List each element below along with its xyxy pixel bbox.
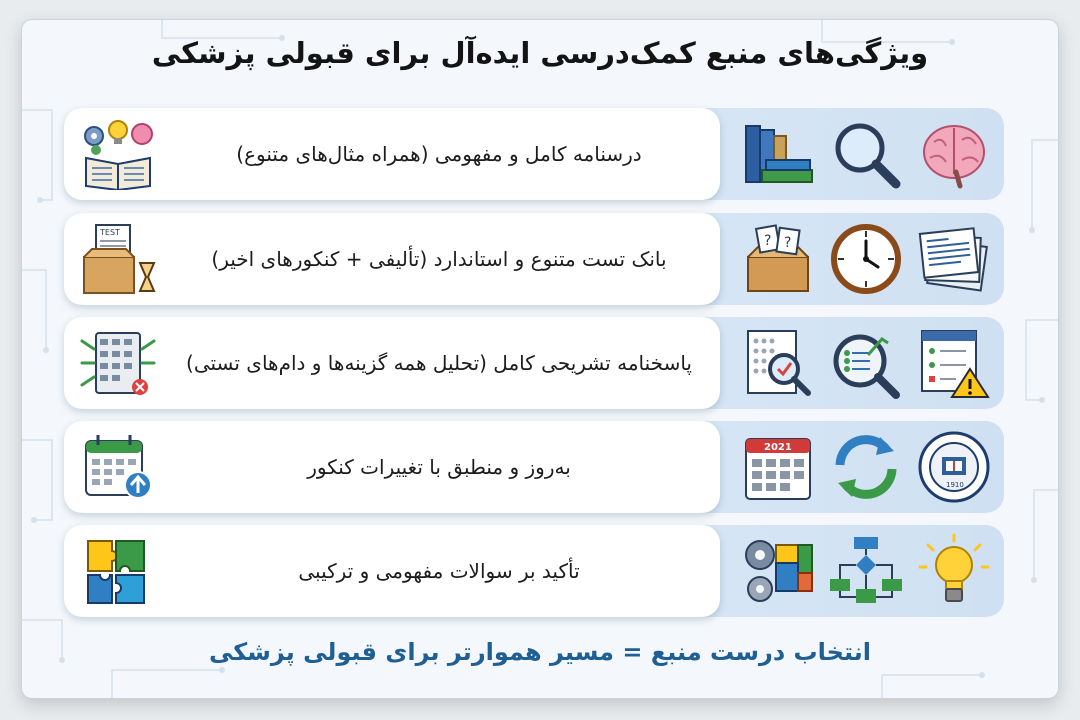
papers-stack-icon [916, 221, 992, 297]
flowchart-icon [828, 533, 904, 609]
page-title: ویژگی‌های منبع کمک‌درسی ایده‌آل برای قبولی پزشکی [151, 36, 929, 70]
svg-text:?: ? [784, 235, 792, 251]
svg-text:?: ? [764, 233, 772, 249]
calendar-2021-icon [740, 429, 816, 505]
warning-checklist-icon [916, 325, 992, 401]
calendar-upload-icon [78, 431, 158, 503]
feature-row-3 [64, 317, 1004, 409]
answer-grid-icon [78, 327, 158, 399]
feature-row-1 [64, 108, 1004, 200]
books-icon [740, 116, 816, 192]
feature-row-5 [64, 525, 1004, 617]
university-seal-icon [916, 429, 992, 505]
feature-text: بانک تست متنوع و استاندارد (تألیفی + کنکورهای اخیر) [211, 246, 667, 271]
analysis-magnifier-icon [828, 325, 904, 401]
open-book-ideas-icon [78, 118, 158, 190]
feature-card [64, 525, 720, 617]
feature-card [64, 108, 720, 200]
question-box-icon [740, 221, 816, 297]
feature-card [64, 213, 720, 305]
calendar-year-label: 2021 [764, 442, 792, 453]
feature-card [64, 317, 720, 409]
feature-row-2 [64, 213, 1004, 305]
gears-brain-icon [740, 533, 816, 609]
test-label: TEST [100, 228, 120, 237]
feature-text: درسنامه کامل و مفهومی (همراه مثال‌های متنوع) [236, 141, 642, 166]
puzzle-icon [78, 535, 158, 607]
feature-row-4 [64, 421, 1004, 513]
footer-tagline: انتخاب درست منبع = مسیر هموارتر برای قبولی پزشکی [209, 638, 871, 666]
infographic-frame [22, 20, 1058, 698]
answer-sheet-magnifier-icon [740, 325, 816, 401]
test-box-hourglass-icon [78, 223, 158, 295]
clock-icon [828, 221, 904, 297]
seal-year-label: 1910 [946, 481, 964, 489]
magnifier-icon [828, 116, 904, 192]
feature-text: تأکید بر سوالات مفهومی و ترکیبی [298, 558, 580, 583]
feature-text: به‌روز و منطبق با تغییرات کنکور [307, 454, 571, 479]
brain-icon [916, 116, 992, 192]
refresh-arrows-icon [828, 429, 904, 505]
feature-card [64, 421, 720, 513]
lightbulb-icon [916, 533, 992, 609]
feature-text: پاسخنامه تشریحی کامل (تحلیل همه گزینه‌ها و دام‌های تستی) [186, 350, 692, 375]
